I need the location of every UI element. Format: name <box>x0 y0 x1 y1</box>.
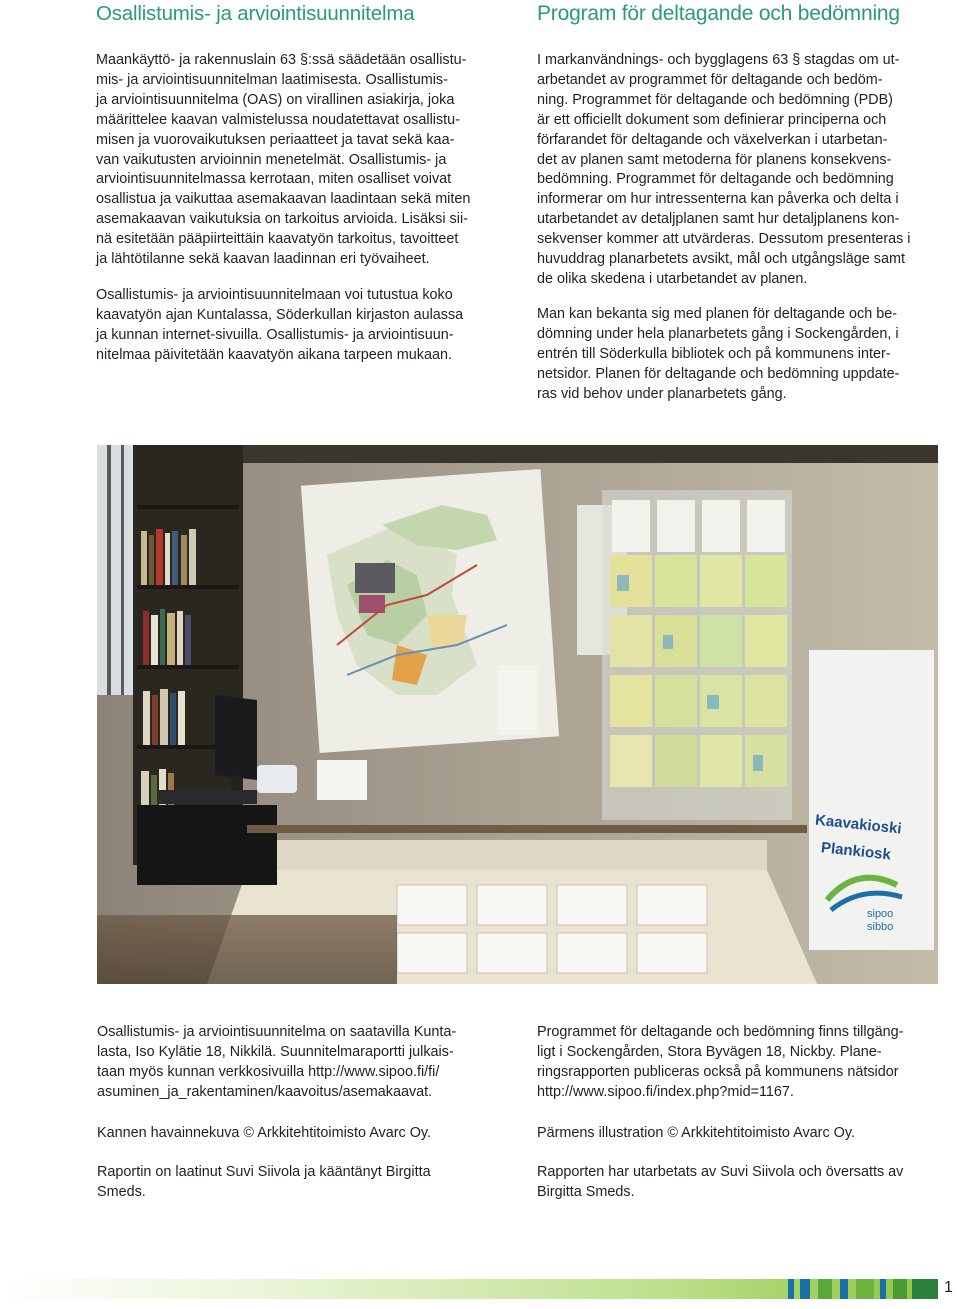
text-line: taan myös kunnan verkkosivuilla http://www.sipoo.fi/fi/ <box>97 1063 440 1080</box>
window <box>97 445 135 695</box>
text-line: Osallistumis- ja arviointisuunnitelmaan voi tutustua koko <box>96 287 453 303</box>
text-line: Programmet för deltagande och bedömning finns tillgäng- <box>537 1024 904 1040</box>
swedish-cover-credit <box>537 1124 855 1144</box>
footer-stripe <box>800 1279 810 1299</box>
heading-swedish: Program för deltagande och bedömning <box>537 2 900 25</box>
text-line: Raportin on laatinut Suvi Siivola ja kääntänyt Birgitta <box>97 1164 431 1180</box>
text-line: kaavatyön ajan Kuntalassa, Söderkullan kirjaston aulassa <box>96 306 464 323</box>
text-line: I markanvändnings- och bygglagens 63 § stagdas om ut- <box>537 52 900 68</box>
swedish-availability <box>537 1023 903 1103</box>
page-number: 1 <box>944 1279 953 1296</box>
text-line: det av planen samt metoderna för planens konsekvens- <box>537 151 892 168</box>
text-line: ja kunnan internet-sivuilla. Osallistumis- ja arviointisuun- <box>96 326 454 343</box>
text-line: van vaikutusten arvioinnin menetelmät. Osallistumis- ja <box>96 151 447 168</box>
text-line: nä esitetään pääpiirteittäin kaavatyön tarkoitus, tavoitteet <box>96 231 459 248</box>
text-line: asemakaavan vaikutuksia on tarkoitus arvioida. Lisäksi sii- <box>96 211 468 228</box>
text-line: Pärmens illustration © Arkkitehtitoimisto Avarc Oy. <box>537 1125 855 1141</box>
text-line: misen ja vuorovaikutuksen periaatteet ja tavat sekä kaa- <box>96 131 455 148</box>
text-line: Birgitta Smeds. <box>537 1183 635 1200</box>
text-line: Osallistumis- ja arviointisuunnitelma on saatavilla Kunta- <box>97 1024 457 1040</box>
footer-stripe <box>893 1279 907 1299</box>
text-line: de olika skedena i utarbetandet av planen. <box>537 270 808 287</box>
text-line: huvuddrag planarbetets avsikt, mål och utgångsläge samt <box>537 251 905 268</box>
text-line: Rapporten har utarbetats av Suvi Siivola och översatts av <box>537 1164 904 1180</box>
text-line: nitelmaa päivitetään kaavatyön aikana tarpeen mukaan. <box>96 346 452 363</box>
text-line: bedömning. Programmet för deltagande och bedömning <box>537 171 894 188</box>
text-line: ja arviointisuunnitelma (OAS) on virallinen asiakirja, joka <box>96 91 455 108</box>
text-line: ja lähtötilanne sekä kaavan laadinnan eri työvaiheet. <box>96 251 430 268</box>
swedish-intro-paragraph <box>537 51 911 290</box>
footer-stripe <box>880 1279 886 1299</box>
logo-text-1: sipoo <box>867 908 894 920</box>
text-line: netsidor. Planen för deltagande och bedömning uppdate- <box>537 365 900 382</box>
text-line: entrén till Söderkulla bibliotek och på kommunens inter- <box>537 345 891 362</box>
finnish-cover-credit <box>97 1124 431 1144</box>
baseboard <box>247 825 807 833</box>
text-line: sekvenser kommer att utvärderas. Dessutom presenteras i <box>537 231 911 248</box>
footer-stripe <box>856 1279 874 1299</box>
text-line: arbetandet av programmet för deltagande och bedöm- <box>537 71 883 88</box>
text-line: ligt i Sockengården, Stora Byvägen 18, Nickby. Plane- <box>537 1043 882 1060</box>
text-line: informerar om hur intressenterna kan påverka och delta i <box>537 191 899 208</box>
kiosk-sign-line2: Plankiosk <box>820 839 892 864</box>
text-line: asuminen_ja_rakentaminen/kaavoitus/asemakaavat. <box>97 1083 433 1100</box>
text-line: Maankäyttö- ja rakennuslain 63 §:ssä säädetään osallistu- <box>96 52 467 68</box>
swedish-access-paragraph <box>537 305 899 405</box>
text-line: http://www.sipoo.fi/index.php?mid=1167. <box>537 1083 794 1100</box>
text-line: mis- ja arviointisuunnitelman laatimisesta. Osallistumis- <box>96 71 448 88</box>
footer-stripe <box>818 1279 832 1299</box>
footer-stripe <box>912 1279 938 1299</box>
text-line: lasta, Iso Kylätie 18, Nikkilä. Suunnitelmaraportti julkais- <box>97 1043 454 1060</box>
heading-finnish: Osallistumis- ja arviointisuunnitelma <box>96 2 415 25</box>
text-line: ras vid behov under planarbetets gång. <box>537 385 787 402</box>
text-line: förfarandet för deltagande och växelverkan i utarbetan- <box>537 131 888 148</box>
text-line: määrittelee kaavan valmistelussa noudatettavat osallistu- <box>96 111 460 128</box>
footer-gradient-bar <box>0 1279 938 1299</box>
text-line: utarbetandet av detaljplanen samt hur detaljplanens kon- <box>537 211 900 228</box>
plan-kiosk-photo <box>97 445 938 984</box>
text-line: osallistua ja vaikuttaa asemakaavan laadintaan sekä miten <box>96 191 471 208</box>
text-line: ning. Programmet för deltagande och bedömning (PDB) <box>537 91 893 108</box>
kiosk-sign <box>809 650 934 950</box>
floor <box>97 915 397 984</box>
text-line: Smeds. <box>97 1183 146 1200</box>
text-line: är ett officiellt dokument som definierar principerna och <box>537 111 887 128</box>
plan-kiosk-illustration <box>97 445 938 984</box>
kiosk-sign-line1: Kaavakioski <box>814 811 903 838</box>
swedish-report-credit <box>537 1163 903 1203</box>
text-line: dömning under hela planarbetets gång i Sockengården, i <box>537 325 899 342</box>
text-line: arviointisuunnitelmassa kerrotaan, miten osalliset voivat <box>96 171 452 188</box>
footer-stripe <box>840 1279 848 1299</box>
finnish-report-credit <box>97 1163 431 1203</box>
text-line: Man kan bekanta sig med planen för deltagande och be- <box>537 306 898 322</box>
display-table <box>247 840 767 870</box>
finnish-access-paragraph <box>96 286 463 366</box>
footer-stripe <box>788 1279 794 1299</box>
finnish-availability <box>97 1023 456 1103</box>
brochure-rack <box>602 490 792 820</box>
wall-map <box>301 469 559 753</box>
finnish-intro-paragraph <box>96 51 470 270</box>
text-line: ringsrapporten publiceras också på kommunens nätsidor <box>537 1063 899 1080</box>
logo-text-2: sibbo <box>867 921 894 933</box>
text-line: Kannen havainnekuva © Arkkitehtitoimisto Avarc Oy. <box>97 1125 432 1141</box>
